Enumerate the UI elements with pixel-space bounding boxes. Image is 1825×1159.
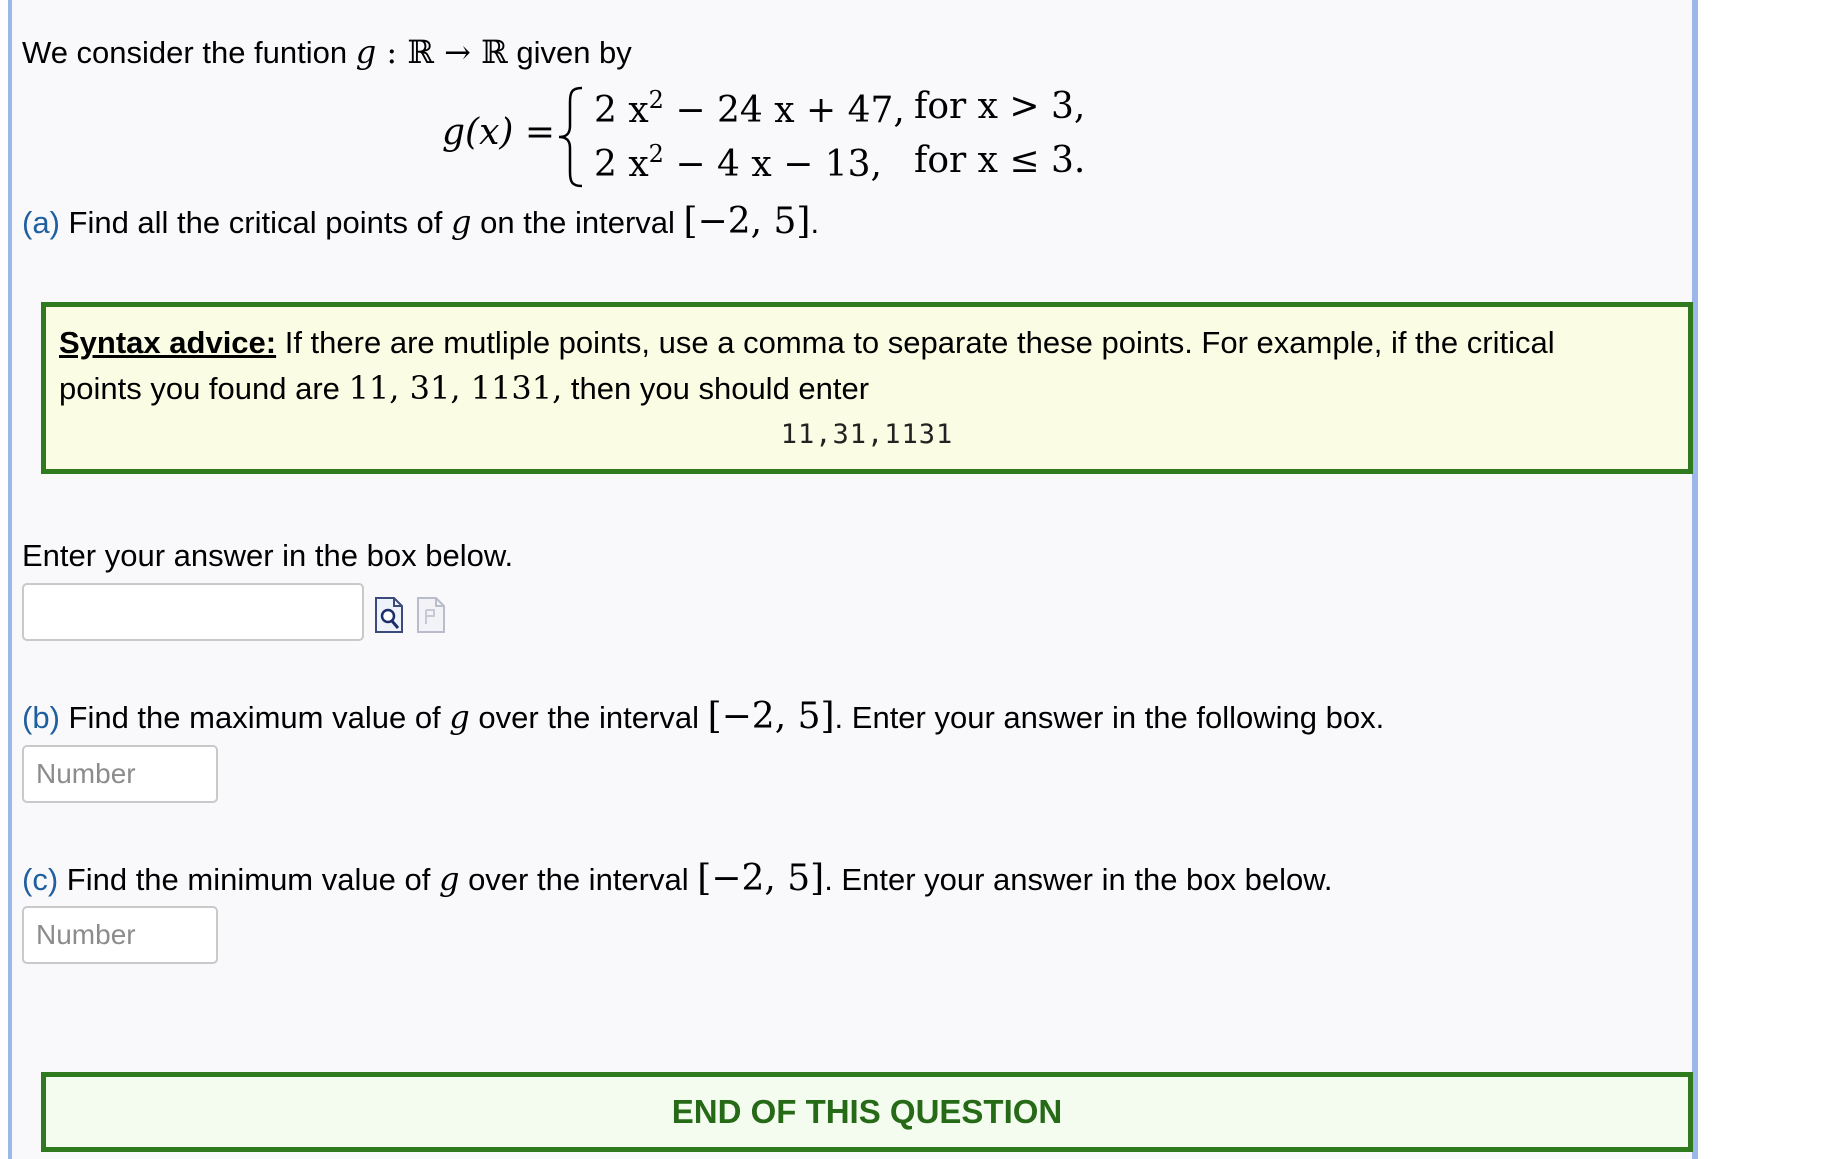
advice-line-1 xyxy=(59,325,1555,361)
intro-text xyxy=(22,32,632,73)
advice-title: Syntax advice: xyxy=(59,325,277,360)
formula-cond-1: for x > 3, xyxy=(914,86,1086,127)
advice-line1-text: If there are mutliple points, use a comma to separate these points. For example, if the critical xyxy=(276,325,1555,360)
end-of-question-banner: END OF THIS QUESTION xyxy=(41,1072,1693,1152)
intro-text-after: given by xyxy=(516,35,632,70)
row1-expr-b: − 24 x + 47, xyxy=(663,90,905,131)
formula-lhs: g(x) = xyxy=(442,112,556,153)
advice-line2-before: points you found are xyxy=(59,371,340,406)
part-c-question xyxy=(22,859,1333,900)
part-b-number-input[interactable] xyxy=(22,745,218,803)
advice-line-2 xyxy=(59,369,869,407)
part-a-answer-input[interactable] xyxy=(22,583,364,641)
intro-func-name: g xyxy=(355,33,377,71)
part-c-interval: [−2, 5] xyxy=(697,858,825,899)
part-b-question xyxy=(22,697,1384,738)
answer-prompt: Enter your answer in the box below. xyxy=(22,538,514,573)
part-a-text-before: Find all the critical points of xyxy=(68,205,443,240)
advice-line2-math: 11, 31, 1131, xyxy=(348,369,563,407)
row1-exp: 2 xyxy=(648,86,664,114)
formula-row-1 xyxy=(594,86,905,131)
part-c-text-before: Find the minimum value of xyxy=(66,862,431,897)
syntax-advice-box xyxy=(41,302,1693,474)
part-a-interval: [−2, 5] xyxy=(683,201,811,242)
intro-text-before: We consider the funtion xyxy=(22,35,348,70)
preview-icon[interactable] xyxy=(374,596,404,634)
row2-expr-a: 2 x xyxy=(594,144,649,185)
row2-expr-b: − 4 x − 13, xyxy=(663,144,882,185)
part-c-label: (c) xyxy=(22,862,59,897)
row2-exp: 2 xyxy=(648,140,664,168)
part-a-text-end: . xyxy=(810,205,820,240)
curly-brace-icon xyxy=(554,82,588,192)
part-c-text-end: . Enter your answer in the box below. xyxy=(824,862,1333,897)
part-c-text-mid: over the interval xyxy=(468,862,689,897)
part-a-func-name: g xyxy=(451,203,472,241)
part-c-number-input[interactable] xyxy=(22,906,218,964)
formula-row-2 xyxy=(594,140,882,185)
part-b-func-name: g xyxy=(449,698,470,736)
part-b-text-mid: over the interval xyxy=(478,700,699,735)
part-a-text-mid: on the interval xyxy=(480,205,675,240)
piecewise-formula xyxy=(442,82,1092,192)
part-c-func-name: g xyxy=(438,860,460,898)
row1-expr-a: 2 x xyxy=(594,90,649,131)
file-icon[interactable] xyxy=(416,596,446,634)
question-panel xyxy=(8,0,1698,1159)
advice-line2-after: then you should enter xyxy=(570,371,870,406)
part-b-interval: [−2, 5] xyxy=(707,696,835,737)
part-a-question xyxy=(22,202,819,243)
part-a-label: (a) xyxy=(22,205,60,240)
intro-mapping: : ℝ → ℝ xyxy=(376,33,508,71)
advice-example-code: 11,31,1131 xyxy=(780,419,954,450)
part-b-text-end: . Enter your answer in the following box. xyxy=(834,700,1385,735)
part-b-text-before: Find the maximum value of xyxy=(68,700,441,735)
part-b-label: (b) xyxy=(22,700,60,735)
formula-cond-2: for x ≤ 3. xyxy=(914,140,1086,181)
